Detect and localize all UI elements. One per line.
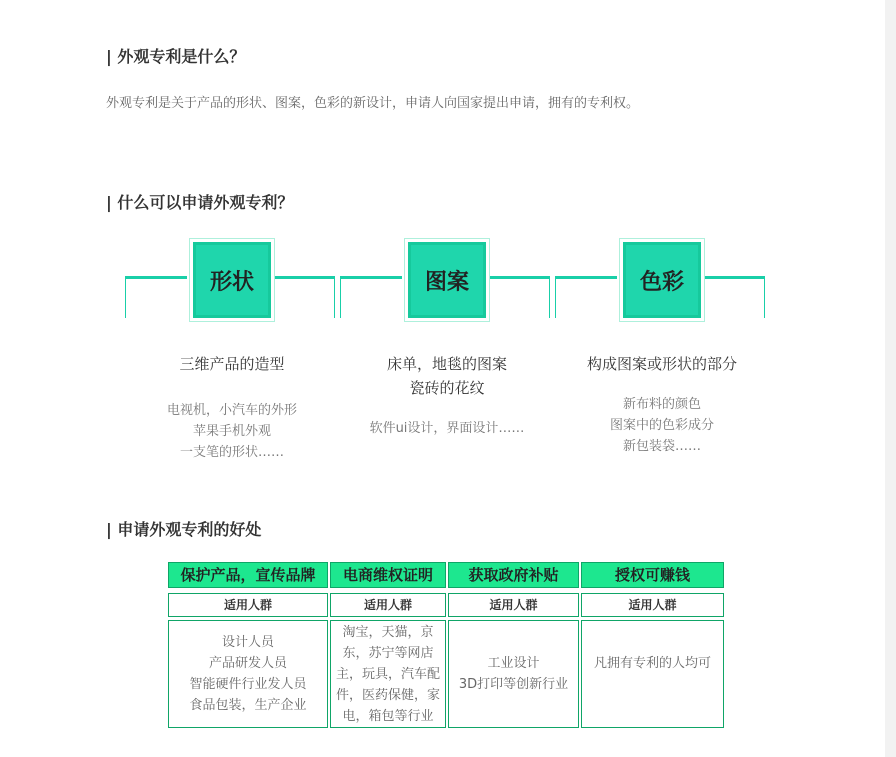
category-badge — [623, 242, 701, 318]
audience-line: 设计人员 — [221, 635, 274, 650]
audience-cell — [448, 620, 579, 728]
audience-cell — [581, 620, 724, 728]
audience-label: 适用人群 — [330, 593, 446, 617]
category-example: 软件ui设计，界面设计…… — [369, 421, 525, 436]
category-title: 瓷砖的花纹 — [409, 379, 485, 397]
category-title: 构成图案或形状的部分 — [586, 355, 737, 373]
benefit-header: 获取政府补贴 — [448, 562, 579, 588]
audience-line: 主，玩具，汽车配 — [335, 666, 440, 682]
category-title: 三维产品的造型 — [179, 355, 285, 373]
category-example: 电视机，小汽车的外形 — [166, 403, 297, 418]
connector-tick — [340, 276, 341, 318]
category-label: 色彩 — [639, 270, 684, 295]
connector-tick — [334, 276, 335, 318]
audience-label: 适用人群 — [448, 593, 579, 617]
category-example: 新包装袋…… — [622, 439, 701, 454]
benefit-header: 电商维权证明 — [330, 562, 446, 588]
benefit-header: 授权可赚钱 — [581, 562, 724, 588]
audience-line: 工业设计 — [487, 656, 540, 671]
category-label: 形状 — [209, 270, 254, 295]
category-shape — [125, 236, 339, 476]
audience-line: 产品研发人员 — [208, 656, 287, 671]
section-heading-what: | 外观专利是什么？ — [106, 47, 246, 66]
audience-line: 东，苏宁等网店 — [342, 645, 434, 661]
audience-line: 件，医药保健，家 — [335, 687, 440, 703]
category-label: 图案 — [424, 270, 469, 295]
category-title: 床单，地毯的图案 — [386, 355, 507, 373]
audience-line: 智能硬件行业发人员 — [189, 677, 307, 692]
audience-line: 电，箱包等行业 — [342, 708, 434, 724]
audience-line: 3D打印等创新行业 — [458, 677, 569, 692]
audience-cell — [168, 620, 328, 728]
page-edge — [885, 0, 896, 757]
category-example: 新布料的颜色 — [622, 397, 701, 412]
benefit-header: 保护产品，宣传品牌 — [168, 562, 328, 588]
category-example: 一支笔的形状…… — [179, 445, 284, 460]
category-example: 苹果手机外观 — [192, 424, 271, 439]
connector-tick — [125, 276, 126, 318]
category-badge — [408, 242, 486, 318]
category-color — [555, 236, 769, 476]
connector-tick — [549, 276, 550, 318]
connector-tick — [555, 276, 556, 318]
connector-tick — [764, 276, 765, 318]
section-heading-benefits: | 申请外观专利的好处 — [106, 520, 262, 539]
definition-text: 外观专利是关于产品的形状、图案，色彩的新设计，申请人向国家提出申请，拥有的专利权。 — [106, 96, 640, 111]
audience-line: 淘宝，天猫，京 — [342, 624, 434, 640]
category-pattern — [340, 236, 554, 476]
category-badge — [193, 242, 271, 318]
audience-line: 凡拥有专利的人均可 — [593, 656, 711, 671]
audience-cell — [330, 620, 446, 728]
audience-label: 适用人群 — [581, 593, 724, 617]
category-example: 图案中的色彩成分 — [609, 418, 714, 433]
section-heading-applicable: | 什么可以申请外观专利？ — [106, 193, 294, 212]
audience-line: 食品包装，生产企业 — [189, 698, 307, 713]
audience-label: 适用人群 — [168, 593, 328, 617]
